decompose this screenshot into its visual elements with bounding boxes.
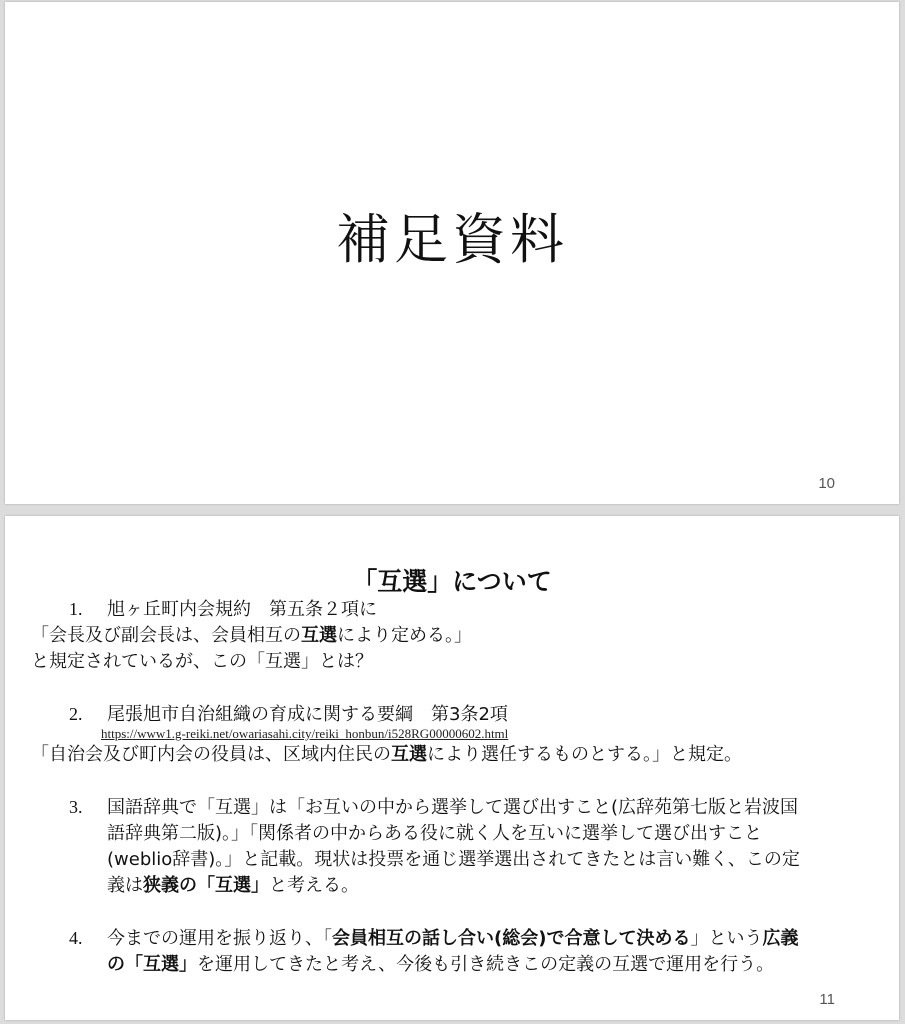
item-text: 語辞典第二版)。」「関係者の中からある役に就く人を互いに選挙して選び出すこと (107, 823, 763, 844)
item-1-tail: と規定されているが、この「互選」とは？ (31, 651, 373, 672)
item-number: 1. (69, 599, 83, 619)
item-number: 2. (69, 704, 83, 724)
emphasis-text: の「互選」 (107, 954, 197, 975)
item-text: (weblio辞書)。」と記載。現状は投票を通じ選挙選出されてきたとは言い難く、この定 (107, 849, 800, 870)
item-2-quote (31, 742, 859, 768)
item-number: 4. (69, 928, 83, 948)
item-text: 義は (107, 875, 143, 896)
reference-link[interactable]: https://www1.g-reiki.net/owariasahi.city/reiki_honbun/i528RG00000602.html (101, 726, 509, 741)
item-text: 今までの運用を振り返り、「 (107, 928, 332, 949)
item-4-line-2 (69, 952, 859, 978)
item-text: 旭ヶ丘町内会規約 第五条２項に (107, 599, 377, 620)
item-2-heading (69, 701, 859, 728)
slide-10 (5, 2, 899, 504)
emphasis-text: 会員相互の話し合い(総会)で合意して決める (332, 928, 691, 949)
emphasis-text: 広義 (762, 928, 799, 949)
item-text: 尾張旭市自治組織の育成に関する要綱 第3条2項 (107, 704, 508, 725)
emphasis-text: 互選 (391, 744, 427, 765)
slide-title: 補足資料 (336, 208, 568, 271)
item-1-quote (31, 623, 859, 649)
item-number: 3. (69, 797, 83, 817)
slide-11 (5, 516, 899, 1020)
quote-text: により定める。」 (337, 625, 472, 646)
emphasis-text: 互選 (301, 625, 337, 646)
item-1-heading (69, 596, 859, 623)
item-text: を運用してきたと考え、今後も引き続きこの定義の互選で運用を行う。 (197, 954, 775, 975)
quote-text: により選任するものとする。」と規定。 (427, 744, 742, 765)
item-3-last-line (69, 873, 859, 899)
item-text: と考える。 (269, 875, 359, 896)
emphasis-text: 狭義の「互選」 (143, 875, 269, 896)
page-number: 11 (819, 991, 835, 1008)
item-4 (69, 925, 859, 952)
quote-text: 「自治会及び町内会の役員は、区域内住民の (31, 744, 391, 765)
quote-text: 「会長及び副会長は、会員相互の (31, 625, 301, 646)
page-number: 10 (818, 475, 835, 492)
item-text: 国語辞典で「互選」は「お互いの中から選挙して選び出すこと(広辞苑第七版と岩波国 (107, 797, 799, 818)
slide-content (31, 596, 859, 978)
item-text: 」という (690, 928, 763, 949)
item-3 (69, 794, 859, 821)
slide-title: 「互選」について (352, 567, 552, 596)
